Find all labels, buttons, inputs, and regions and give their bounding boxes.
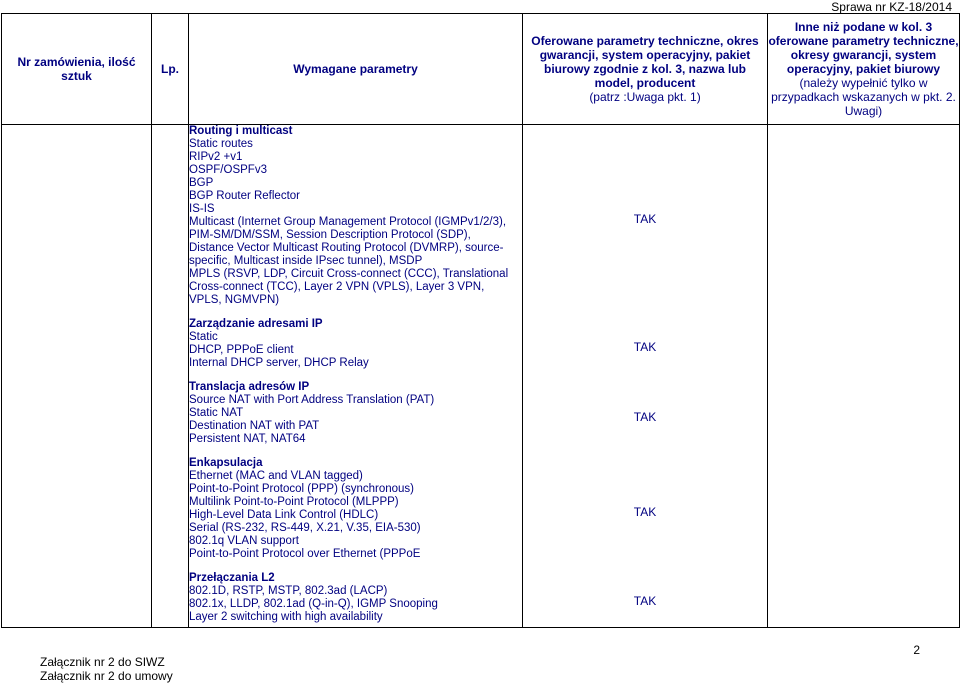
answer-tak: TAK: [633, 212, 657, 226]
requirement-line: BGP Router Reflector: [189, 190, 301, 202]
requirement-line: High-Level Data Link Control (HDLC): [189, 509, 379, 521]
requirement-line: Source NAT with Port Address Translation (PAT): [189, 394, 435, 406]
requirement-line: Distance Vector Multicast Routing Protocol (DVMRP), source-: [189, 242, 504, 254]
group-title: Enkapsulacja: [189, 457, 263, 469]
requirement-line: BGP: [189, 177, 214, 189]
header-offered-params-note: (patrz :Uwaga pkt. 1): [589, 90, 701, 104]
answer-tak: TAK: [633, 409, 657, 424]
header-other-params-main: Inne niż podane w kol. 3 oferowane parametry techniczne, okresy gwarancji, system operacyjny, pakiet biurowy: [768, 20, 959, 76]
requirement-line: specific, Multicast inside IPsec tunnel), MSDP: [189, 255, 423, 267]
requirement-line: Ethernet (MAC and VLAN tagged): [189, 470, 363, 482]
requirement-line: DHCP, PPPoE client: [189, 344, 294, 356]
header-order-number: Nr zamówienia, ilość sztuk: [2, 14, 152, 125]
case-number: Sprawa nr KZ-18/2014: [831, 0, 952, 14]
required-params-cell: [189, 125, 523, 628]
requirements-table: [1, 13, 960, 628]
requirement-group: [189, 381, 522, 446]
table-header-row: [2, 14, 960, 125]
footer: [40, 655, 173, 683]
requirement-line: Static routes: [189, 138, 253, 150]
header-offered-params-main: Oferowane parametry techniczne, okres gwarancji, system operacyjny, pakiet biurowy zgodnie z kol. 3, nazwa lub model, producent: [531, 34, 759, 90]
answer-tak: TAK: [633, 594, 657, 608]
answer-tak: TAK: [633, 340, 657, 354]
requirement-line: Point-to-Point Protocol over Ethernet (PPPoE: [189, 548, 421, 560]
group-title: Translacja adresów IP: [189, 381, 310, 393]
header-offered-params: [523, 14, 768, 125]
requirement-line: Point-to-Point Protocol (PPP) (synchronous): [189, 483, 414, 495]
requirement-line: Destination NAT with PAT: [189, 420, 320, 432]
header-other-params-note: (należy wypełnić tylko w przypadkach wskazanych w pkt. 2. Uwagi): [771, 76, 956, 118]
requirement-groups: [189, 125, 522, 624]
order-number-cell: [2, 125, 152, 628]
requirement-line: Layer 2 switching with high availability: [189, 611, 383, 623]
page-number: 2: [913, 643, 920, 657]
requirement-group: [189, 457, 522, 561]
answer-tak: TAK: [633, 505, 657, 519]
requirement-line: VPLS, NGMVPN): [189, 294, 280, 306]
footer-attachment-siwz: Załącznik nr 2 do SIWZ: [40, 655, 165, 669]
other-params-cell: [768, 125, 960, 628]
requirement-line: IS-IS: [189, 203, 215, 215]
requirement-line: Multicast (Internet Group Management Protocol (IGMPv1/2/3),: [189, 216, 507, 228]
requirement-line: 802.1x, LLDP, 802.1ad (Q-in-Q), IGMP Snooping: [189, 598, 438, 610]
header-other-params: [768, 14, 960, 125]
requirement-line: Serial (RS-232, RS-449, X.21, V.35, EIA-530): [189, 522, 421, 534]
requirement-line: Cross-connect (TCC), Layer 2 VPN (VPLS), Layer 3 VPN,: [189, 281, 485, 293]
requirement-group: [189, 318, 522, 370]
table-row: [2, 125, 960, 628]
group-title: Zarządzanie adresami IP: [189, 318, 323, 330]
group-title: Przełączania L2: [189, 572, 275, 584]
requirement-line: Multilink Point-to-Point Protocol (MLPPP): [189, 496, 399, 508]
header-item-number: Lp.: [152, 14, 189, 125]
footer-attachment-contract: Załącznik nr 2 do umowy: [40, 669, 173, 683]
requirement-line: MPLS (RSVP, LDP, Circuit Cross-connect (CCC), Translational: [189, 268, 509, 280]
group-title: Routing i multicast: [189, 125, 293, 137]
requirement-line: Persistent NAT, NAT64: [189, 433, 306, 445]
requirement-line: PIM-SM/DM/SSM, Session Description Protocol (SDP),: [189, 229, 471, 241]
header-required-params: Wymagane parametry: [189, 14, 523, 125]
requirement-group: [189, 125, 522, 307]
item-number-cell: [152, 125, 189, 628]
requirement-line: Internal DHCP server, DHCP Relay: [189, 357, 369, 369]
answers-list: [523, 128, 767, 627]
requirement-line: OSPF/OSPFv3: [189, 164, 267, 176]
requirement-line: 802.1q VLAN support: [189, 535, 299, 547]
requirement-line: Static NAT: [189, 407, 244, 419]
offered-params-cell: [523, 125, 768, 628]
requirement-line: Static: [189, 331, 218, 343]
requirement-group: [189, 572, 522, 624]
requirement-line: RIPv2 +v1: [189, 151, 243, 163]
requirement-line: 802.1D, RSTP, MSTP, 802.3ad (LACP): [189, 585, 388, 597]
